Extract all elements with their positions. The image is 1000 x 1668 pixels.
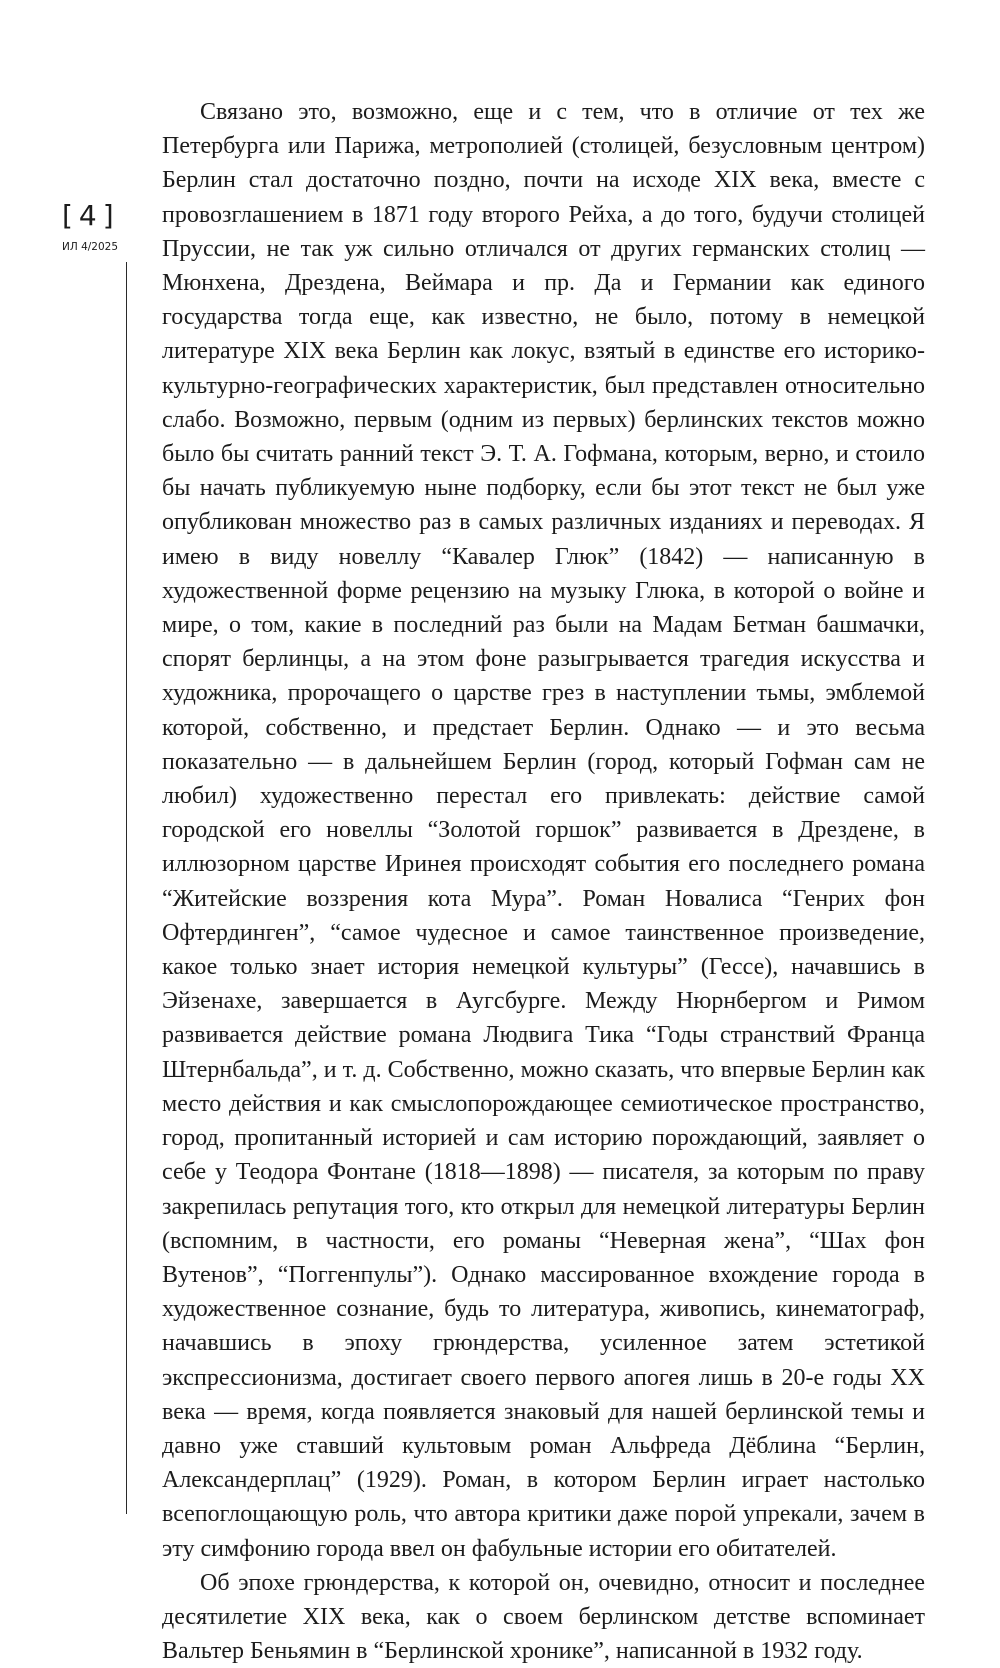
- article-paragraph-2: Об эпохе грюндерства, к которой он, очевидно, относит и последнее десятилетие XIX века, как о своем берлинском детстве вспоминает Вальтер Беньямин в “Берлинской хронике”, написанной в 1932 году.: [162, 1569, 925, 1665]
- margin-vertical-rule: [126, 262, 127, 1514]
- article-paragraph-1: Связано это, возможно, еще и с тем, что в отличие от тех же Петербурга или Парижа, метрополией (столицей, безусловным центром) Берлин стал достаточно поздно, почти на исходе XIX века, вместе с провозглашением в 1871 году второго Рейха, а до того, будучи столицей Пруссии, не так уж сильно отличался от других германских столиц — Мюнхена, Дрездена, Веймара и пр. Да и Германии как единого государства тогда еще, как известно, не было, потому в немецкой литературе XIX века Берлин как локус, взятый в единстве его историко-культурно-географических характеристик, был представлен относительно слабо. Возможно, первым (одним из первых) берлинских текстов можно было бы считать ранний текст Э. Т. А. Гофмана, которым, верно, и стоило бы начать публикуемую ныне подборку, если бы этот текст не был уже опубликован множество раз в самых различных изданиях и переводах. Я имею в виду новеллу “Кавалер Глюк” (1842) — написанную в художественной форме рецензию на музыку Глюка, в которой о войне и мире, о том, какие в последний раз были на Мадам Бетман башмачки, спорят берлинцы, а на этом фоне разыгрывается трагедия искусства и художника, пророчащего о царстве грез в наступлении тьмы, эмблемой которой, собственно, и предстает Берлин. Однако — и это весьма показательно — в дальнейшем Берлин (город, который Гофман сам не любил) художественно перестал его привлекать: действие самой городской его новеллы “Золотой горшок” развивается в Дрездене, в иллюзорном царстве Иринея происходят события его последнего романа “Житейские воззрения кота Мура”. Роман Новалиса “Генрих фон Офтердинген”, “самое чудесное и самое таинственное произведение, какое только знает история немецкой культуры” (Гессе), начавшись в Эйзенахе, завершается в Аугсбурге. Между Нюрнбергом и Римом развивается действие романа Людвига Тика “Годы странствий Франца Штернбальда”, и т. д. Собственно, можно сказать, что впервые Берлин как место действия и как смыслопорождающее семиотическое пространство, город, пропитанный историей и сам историю порождающий, заявляет о себе у Теодора Фонтане (1818—1898) — писателя, за которым по праву закрепилась репутация того, кто открыл для немецкой литературы Берлин (вспомним, в частности, его романы “Неверная жена”, “Шах фон Вутенов”, “Поггенпулы”). Однако массированное вхождение города в художественное сознание, будь то литература, живопись, кинематограф, начавшись в эпоху грюндерства, усиленное затем эстетикой экспрессионизма, достигает своего первого апогея лишь в 20-е годы XX века — время, когда появляется знаковый для нашей берлинской темы и давно уже ставший культовым роман Альфреда Дёблина “Берлин, Александерплац” (1929). Роман, в котором Берлин играет настолько всепоглощающую роль, что автора критики даже порой упрекали, зачем в эту симфонию города ввел он фабульные истории его обитателей.: [162, 99, 925, 1562]
- page-number: [4]: [62, 199, 120, 232]
- article-body: [162, 95, 925, 1668]
- margin-header: [62, 200, 130, 254]
- journal-issue-label: ИЛ 4/2025: [62, 241, 119, 253]
